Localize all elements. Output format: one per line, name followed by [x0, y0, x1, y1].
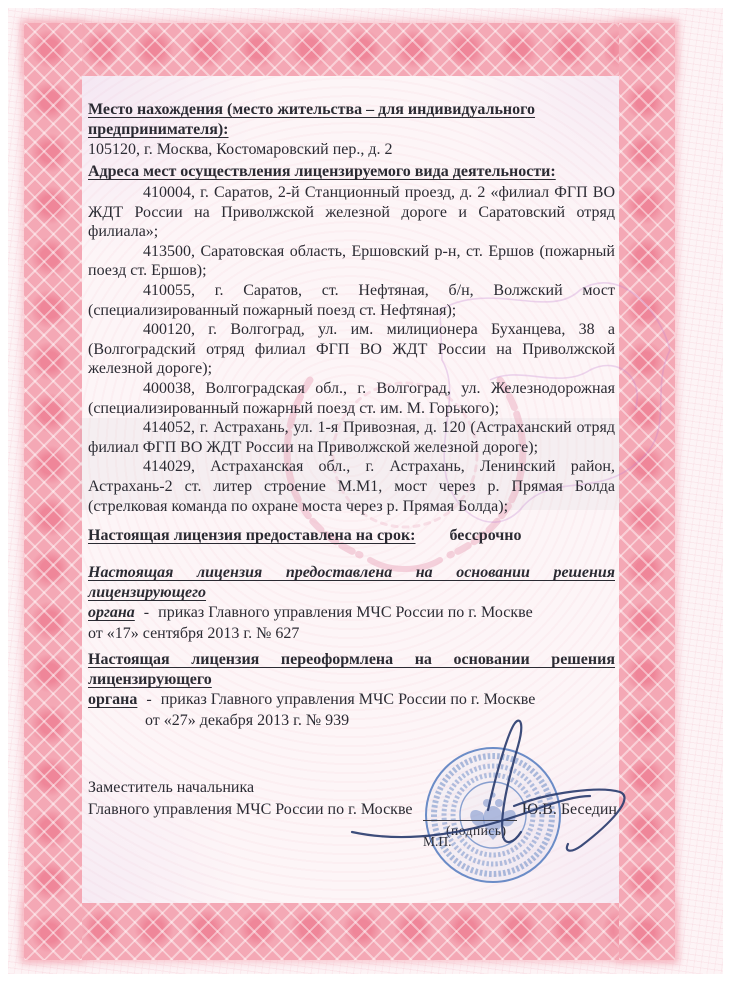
location-heading: Место нахождения (место жительства – для индивидуального предпринимателя): — [88, 101, 536, 138]
address-item: 400038, Волгоградская обл., г. Волгоград, ул. Железнодорожная (специализированный пожарный поезд ст. им. М. Горького); — [88, 379, 615, 417]
border-band-bottom — [24, 903, 675, 960]
granted-lead-word: органа — [88, 604, 135, 621]
signature-caption: (подпись) — [446, 823, 507, 838]
dash: - — [146, 691, 152, 708]
reissued-body-line — [88, 690, 615, 710]
reissued-heading: Настоящая лицензия переоформлена на основании решения лицензирующего — [88, 651, 615, 688]
addresses-heading: Адреса мест осуществления лицензируемого вида деятельности: — [88, 163, 556, 180]
address-item: 414029, Астраханская обл., г. Астрахань, Ленинский район, Астрахань-2 ст. литер строение М.М1, мост через р. Прямая Болда (стрелковая команда по охране моста через р. Прямая Болда); — [88, 458, 615, 515]
term-heading: Настоящая лицензия предоставлена на срок: — [88, 527, 416, 544]
address-item: 400120, г. Волгоград, ул. им. милиционера Буханцева, 38 а (Волгоградский отряд филиал ФГП ВО ЖДТ России на Приволжской железной дороге); — [88, 321, 615, 378]
address-item: 414052, г. Астрахань, ул. 1-я Привозная, д. 120 (Астраханский отряд филиал ФГП ВО ЖДТ России на Приволжской железной дороге); — [88, 419, 615, 456]
scan-edge — [0, 976, 729, 1000]
dash: - — [143, 604, 150, 621]
signer-position-line2: Главного управления МЧС России по г. Москве — [88, 801, 413, 818]
granted-heading: Настоящая лицензия предоставлена на основании решения лицензирующего — [88, 564, 615, 601]
granted-body-line — [88, 603, 615, 623]
term-value: бессрочно — [449, 527, 522, 544]
location-value: 105120, г. Москва, Костомаровский пер., д. 2 — [88, 141, 393, 158]
reissued-date-line: от «27» декабря 2013 г. № 939 — [145, 712, 350, 729]
term-block — [88, 526, 615, 546]
granted-body: приказ Главного управления МЧС России по г. Москве — [158, 604, 533, 621]
border-band-top — [24, 23, 675, 76]
border-band-left — [24, 23, 82, 960]
address-item: 413500, Саратовская область, Ершовский р-н, ст. Ершов (пожарный поезд ст. Ершов); — [88, 242, 615, 280]
granted-block — [88, 563, 615, 644]
seal-place-caption: М.П. — [423, 834, 452, 849]
address-item: 410055, г. Саратов, ст. Нефтяная, б/н, Волжский мост (специализированный пожарный поезд ст. Нефтяная); — [88, 281, 615, 319]
addresses-block — [88, 162, 615, 516]
address-item: 410004, г. Саратов, 2-й Станционный проезд, д. 2 «филиал ФГП ВО ЖДТ России на Приволжской железной дороге и Саратовский отряд филиала»; — [88, 184, 615, 241]
signature-autograph — [338, 712, 640, 874]
signer-name: Ю.В. Беседин — [521, 801, 617, 818]
reissued-lead-word: органа — [88, 691, 138, 708]
reissued-body: приказ Главного управления МЧС России по г. Москве — [160, 691, 536, 708]
signer-position-line1: Заместитель начальника — [88, 779, 255, 796]
granted-date-line: от «17» сентября 2013 г. № 627 — [88, 625, 300, 642]
location-block — [88, 100, 615, 160]
